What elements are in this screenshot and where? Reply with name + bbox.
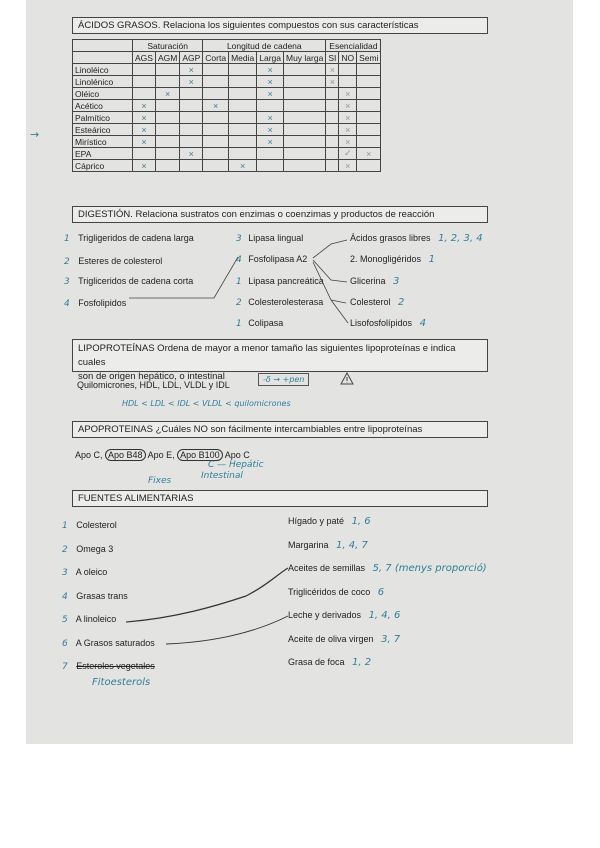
source-answer: 1, 2 [352, 657, 372, 668]
lipo-title-line1: LIPOPROTEÍNAS Ordena de mayor a menor tamaño las siguientes lipoproteínas e indica cuales [78, 343, 456, 368]
apo-item: Apo C, [75, 450, 103, 460]
food-label: Colesterol [76, 520, 117, 530]
apo-hw-fixes: Fixes [148, 476, 172, 486]
source-label: Grasa de foca [288, 657, 345, 667]
mark-cell: × [326, 64, 339, 76]
row-label: Linolénico [73, 76, 133, 88]
lipo-title-line2: son de origen hepático, o intestinal [78, 371, 225, 382]
substrate-label: Trigligeridos de cadena larga [78, 233, 194, 243]
mark-cell: × [180, 148, 203, 160]
row-label: Acético [73, 100, 133, 112]
apo-items [75, 450, 250, 460]
digestion-title: DIGESTIÓN. Relaciona sustratos con enzimas o coenzimas y productos de reacción [72, 206, 488, 223]
row-label: EPA [73, 148, 133, 160]
product-label: Lisofosfolípidos [350, 318, 413, 328]
column-header: Semi [357, 52, 381, 64]
product-answer: 4 [419, 318, 426, 329]
row-label: Esteárico [73, 124, 133, 136]
source-answer: 1, 4, 7 [336, 539, 368, 551]
row-label: Linoléico [73, 64, 133, 76]
food-label: Esteroles vegetales [76, 661, 155, 671]
row-label: Oléico [73, 88, 133, 100]
food-num: 3 [62, 568, 68, 578]
acidos-title: ÁCIDOS GRASOS. Relaciona los siguientes compuestos con sus características [72, 17, 488, 34]
source-item [288, 540, 368, 551]
group-header: Esencialidad [326, 40, 381, 52]
apo-hw-intestinal: Intestinal [201, 471, 243, 481]
row-label: Mirístico [73, 136, 133, 148]
mark-cell: × [229, 160, 257, 172]
row-label: Palmítico [73, 112, 133, 124]
source-answer: 3, 7 [381, 633, 401, 645]
lipo-list: Quilomicrones, HDL, LDL, VLDL y IDL [77, 380, 230, 390]
food-num: 4 [62, 591, 68, 602]
product-answer: 2 [398, 297, 405, 308]
enzyme-label: Colipasa [248, 318, 284, 328]
source-answer: 1, 4, 6 [368, 610, 401, 621]
digestion-lines [26, 0, 573, 340]
mark-cell: × [339, 160, 357, 172]
worksheet-page [26, 0, 573, 744]
mark-cell: × [133, 160, 156, 172]
food-item [62, 544, 113, 555]
mark-cell: × [133, 124, 156, 136]
mark-cell: × [257, 136, 284, 148]
fitoesterols-note: Fitoesterols [92, 677, 151, 688]
column-header: AGM [155, 52, 179, 64]
enzyme-num: 1 [236, 277, 242, 287]
column-header: Muy larga [283, 52, 325, 64]
warning-icon [340, 372, 354, 390]
mark-cell: × [257, 112, 284, 124]
enzyme-label: Colesterolesterasa [248, 297, 324, 307]
substrate-label: Fosfolipidos [78, 298, 127, 308]
mark-cell: × [326, 76, 339, 88]
mark-cell: × [257, 88, 284, 100]
substrate-label: Trigliceridos de cadena corta [78, 276, 194, 286]
food-num: 7 [62, 662, 68, 672]
mark-cell: × [257, 76, 284, 88]
mark-cell: × [257, 124, 284, 136]
apo-item-circled: Apo B100 [177, 449, 223, 461]
substrate-num: 1 [64, 234, 70, 244]
product-answer: 1 [428, 254, 435, 265]
mark-cell: × [180, 64, 203, 76]
source-label: Leche y derivados [288, 610, 362, 620]
mark-cell: × [133, 136, 156, 148]
mark-cell: × [257, 64, 284, 76]
mark-cell: ✓ [339, 148, 357, 160]
substrate-num: 4 [64, 299, 70, 309]
food-label: A linoleico [75, 614, 117, 624]
product-label: 2. Monogligéridos [350, 254, 422, 264]
enzyme-num: 3 [236, 234, 242, 244]
row-label: Cáprico [73, 160, 133, 172]
mark-cell: × [133, 112, 156, 124]
mark-cell: × [339, 100, 357, 112]
fuentes-lines [26, 560, 573, 660]
source-item [288, 516, 371, 527]
food-item [62, 661, 155, 672]
lipo-note-box: -δ → +pen [258, 373, 309, 386]
column-header: AGP [180, 52, 203, 64]
food-num: 5 [62, 615, 68, 625]
mark-cell: × [203, 100, 229, 112]
column-header: Larga [257, 52, 284, 64]
food-label: A oleico [75, 567, 108, 577]
product-label: Colesterol [350, 297, 391, 307]
mark-cell: × [180, 76, 203, 88]
group-header: Longitud de cadena [203, 40, 326, 52]
column-header: AGS [133, 52, 156, 64]
product-answer: 3 [393, 276, 400, 287]
apo-item: Apo C [224, 450, 250, 460]
food-item [62, 520, 117, 531]
enzyme-label: Fosfolipasa A2 [248, 254, 308, 264]
source-answer: 1, 6 [351, 516, 371, 527]
mark-cell: × [155, 88, 179, 100]
mark-cell: × [339, 136, 357, 148]
food-label: Omega 3 [76, 543, 114, 554]
enzyme-num: 4 [236, 255, 242, 265]
mark-cell: × [339, 88, 357, 100]
substrate-label: Esteres de colesterol [78, 256, 163, 266]
source-label: Aceite de oliva virgen [288, 633, 374, 644]
enzyme-label: Lipasa pancreática [248, 276, 324, 286]
column-header: Media [229, 52, 257, 64]
product-label: Glicerina [350, 276, 386, 286]
column-header: Corta [203, 52, 229, 64]
mark-cell: × [133, 100, 156, 112]
apo-item: Apo E, [147, 450, 175, 460]
mark-cell: × [339, 124, 357, 136]
source-label: Triglicéridos de coco [288, 586, 371, 597]
mark-cell: × [339, 112, 357, 124]
source-label: Aceites de semillas [288, 563, 366, 573]
food-label: A Grasos saturados [75, 637, 155, 648]
fuentes-title: FUENTES ALIMENTARIAS [72, 490, 488, 507]
group-header: Saturación [133, 40, 203, 52]
apo-item-circled: Apo B48 [105, 449, 146, 461]
source-answer: 6 [377, 586, 385, 598]
lipo-answer: HDL < LDL < IDL < VLDL < quilomicrones [122, 399, 291, 408]
margin-arrow: → [30, 128, 40, 141]
apo-title: APOPROTEINAS ¿Cuáles NO son fácilmente intercambiables entre lipoproteínas [72, 421, 488, 438]
enzyme-num: 1 [236, 319, 242, 329]
source-label: Margarina [288, 539, 329, 550]
product-label: Ácidos grasos libres [350, 233, 431, 243]
source-label: Hígado y paté [288, 516, 345, 526]
apo-hw-hepatic: C — Hepátic [208, 460, 264, 470]
food-num: 2 [62, 544, 68, 555]
enzyme-label: Lipasa lingual [248, 233, 304, 243]
product-answer: 1, 2, 3, 4 [438, 233, 483, 244]
food-label: Grasas trans [76, 590, 128, 601]
source-answer: 5, 7 (menys proporció) [372, 563, 487, 574]
food-num: 1 [62, 521, 68, 531]
column-header: SI [326, 52, 339, 64]
substrate-num: 2 [64, 257, 70, 267]
enzyme-num: 2 [236, 298, 242, 308]
substrate-num: 3 [64, 277, 70, 287]
column-header: NO [339, 52, 357, 64]
food-num: 6 [62, 638, 68, 649]
mark-cell: × [357, 148, 381, 160]
